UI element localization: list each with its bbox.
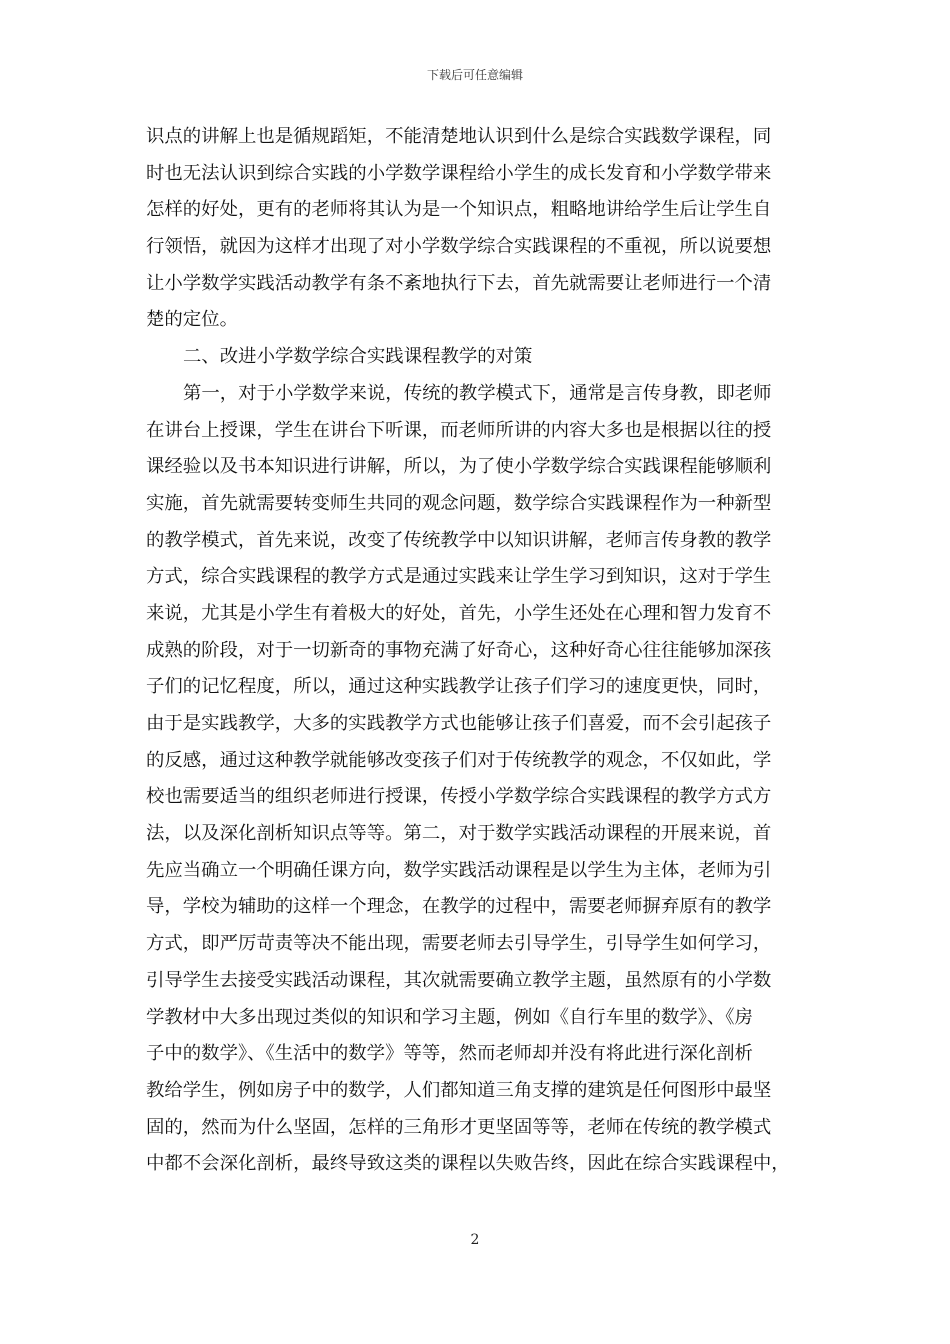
section-heading: 二、改进小学数学综合实践课程教学的对策 xyxy=(183,346,533,368)
text-line: 法，以及深化剖析知识点等等。第二，对于数学实践活动课程的开展来说，首 xyxy=(146,823,772,845)
text-line: 在讲台上授课，学生在讲台下听课，而老师所讲的内容大多也是根据以往的授 xyxy=(146,419,772,441)
text-line: 方式，综合实践课程的教学方式是通过实践来让学生学习到知识，这对于学生 xyxy=(146,566,772,588)
text-line: 成熟的阶段，对于一切新奇的事物充满了好奇心，这种好奇心往往能够加深孩 xyxy=(146,639,772,661)
text-line: 子中的数学》、《生活中的数学》等等，然而老师却并没有将此进行深化剖析 xyxy=(146,1043,753,1065)
text-line: 导，学校为辅助的这样一个理念，在教学的过程中，需要老师摒弃原有的教学 xyxy=(146,896,772,918)
page-header: 下载后可任意编辑 xyxy=(426,68,523,82)
text-line: 方式，即严厉苛责等决不能出现，需要老师去引导学生，引导学生如何学习， xyxy=(146,933,772,955)
text-line: 时也无法认识到综合实践的小学数学课程给小学生的成长发育和小学数学带来 xyxy=(146,162,772,184)
text-line: 实施，首先就需要转变师生共同的观念问题，数学综合实践课程作为一种新型 xyxy=(146,492,772,514)
text-line: 来说，尤其是小学生有着极大的好处，首先，小学生还处在心理和智力发育不 xyxy=(146,602,772,624)
text-line: 识点的讲解上也是循规蹈矩，不能清楚地认识到什么是综合实践数学课程，同 xyxy=(146,126,772,147)
text-line: 引导学生去接受实践活动课程，其次就需要确立教学主题，虽然原有的小学数 xyxy=(146,969,772,991)
text-line: 子们的记忆程度，所以，通过这种实践教学让孩子们学习的速度更快，同时， xyxy=(146,676,772,698)
text-line: 第一，对于小学数学来说，传统的教学模式下，通常是言传身教，即老师 xyxy=(183,382,772,404)
text-line: 先应当确立一个明确任课方向，数学实践活动课程是以学生为主体，老师为引 xyxy=(146,859,772,881)
text-line: 的教学模式，首先来说，改变了传统教学中以知识讲解，老师言传身教的教学 xyxy=(146,529,772,551)
text-line: 行领悟，就因为这样才出现了对小学数学综合实践课程的不重视，所以说要想 xyxy=(146,236,772,258)
text-line: 中都不会深化剖析，最终导致这类的课程以失败告终，因此在综合实践课程中， xyxy=(146,1153,790,1175)
text-line: 让小学数学实践活动教学有条不紊地执行下去，首先就需要让老师进行一个清 xyxy=(146,272,772,294)
text-line: 楚的定位。 xyxy=(146,309,238,331)
text-line: 学教材中大多出现过类似的知识和学习主题，例如《自行车里的数学》、《房 xyxy=(146,1006,753,1028)
text-line: 教给学生，例如房子中的数学，人们都知道三角支撑的建筑是任何图形中最坚 xyxy=(146,1079,772,1101)
text-line: 怎样的好处，更有的老师将其认为是一个知识点，粗略地讲给学生后让学生自 xyxy=(146,199,772,221)
text-line: 由于是实践教学，大多的实践教学方式也能够让孩子们喜爱，而不会引起孩子 xyxy=(146,713,772,734)
body-text xyxy=(146,119,808,1183)
page-number: 2 xyxy=(470,1232,480,1248)
text-line: 的反感，通过这种教学就能够改变孩子们对于传统教学的观念，不仅如此，学 xyxy=(146,749,772,771)
text-line: 校也需要适当的组织老师进行授课，传授小学数学综合实践课程的教学方式方 xyxy=(146,786,772,808)
text-line: 固的，然而为什么坚固，怎样的三角形才更坚固等等，老师在传统的教学模式 xyxy=(146,1116,772,1138)
text-line: 课经验以及书本知识进行讲解，所以，为了使小学数学综合实践课程能够顺利 xyxy=(146,456,772,478)
